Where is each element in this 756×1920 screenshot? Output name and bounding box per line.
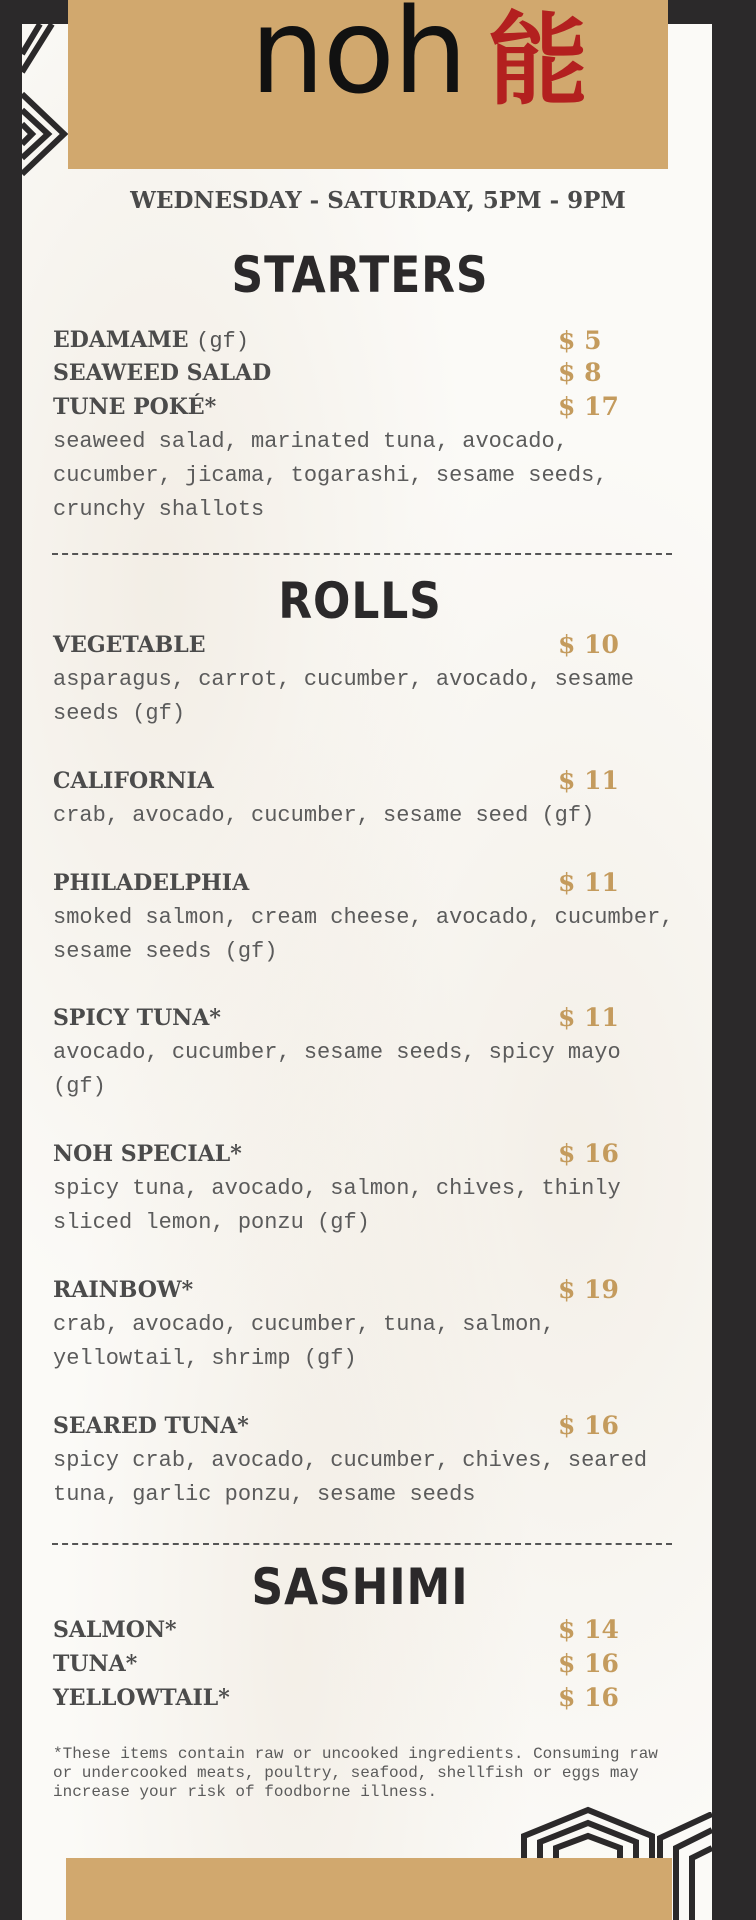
menu-item-price: $ 10	[558, 630, 619, 659]
menu-item-price: $ 16	[558, 1683, 619, 1712]
logo-wordmark: noh	[250, 0, 466, 120]
menu-item-name: NOH SPECIAL*	[53, 1141, 242, 1167]
gluten-free-note: (gf)	[196, 329, 249, 354]
menu-item-name: CALIFORNIA	[53, 768, 214, 794]
menu-item-price: $ 19	[558, 1275, 619, 1304]
menu-item-price: $ 5	[558, 326, 602, 355]
menu-item-price: $ 16	[558, 1139, 619, 1168]
menu-item-name: RAINBOW*	[53, 1277, 194, 1303]
menu-item-description: spicy crab, avocado, cucumber, chives, seared tuna, garlic ponzu, sesame seeds	[53, 1448, 648, 1507]
menu-item-name: SPICY TUNA*	[53, 1005, 221, 1031]
opening-hours: WEDNESDAY - SATURDAY, 5PM - 9PM	[130, 187, 626, 214]
menu-item-name: SEARED TUNA*	[53, 1413, 249, 1439]
menu-item-price: $ 11	[558, 868, 619, 897]
menu-item-name: SEAWEED SALAD	[53, 360, 272, 386]
menu-item-name: TUNE POKÉ*	[53, 394, 217, 420]
section-divider	[52, 553, 672, 555]
section-divider	[52, 1543, 672, 1545]
menu-item-description: crab, avocado, cucumber, tuna, salmon, yellowtail, shrimp (gf)	[53, 1312, 555, 1371]
menu-item-description: seaweed salad, marinated tuna, avocado, cucumber, jicama, togarashi, sesame seeds, crunchy shallots	[53, 429, 608, 522]
header-band	[68, 0, 668, 169]
menu-item-description: spicy tuna, avocado, salmon, chives, thinly sliced lemon, ponzu (gf)	[53, 1176, 621, 1235]
menu-item-price: $ 8	[558, 358, 602, 387]
menu-item-description: asparagus, carrot, cucumber, avocado, sesame seeds (gf)	[53, 667, 634, 726]
section-title-sashimi: SASHIMI	[251, 1558, 469, 1616]
section-title-rolls: ROLLS	[278, 572, 442, 630]
menu-item-name: TUNA*	[53, 1651, 138, 1677]
hexagon-pattern-top-left	[22, 24, 70, 214]
menu-item-description: smoked salmon, cream cheese, avocado, cucumber, sesame seeds (gf)	[53, 905, 674, 964]
menu-item-price: $ 11	[558, 766, 619, 795]
raw-food-disclaimer: *These items contain raw or uncooked ingredients. Consuming raw or undercooked meats, poultry, seafood, shellfish or eggs may increase your risk of foodborne illness.	[53, 1745, 658, 1801]
menu-item-price: $ 16	[558, 1649, 619, 1678]
menu-item-name: PHILADELPHIA	[53, 870, 250, 896]
menu-item-name: EDAMAME (gf)	[53, 327, 249, 354]
menu-item-description: crab, avocado, cucumber, sesame seed (gf)	[53, 803, 595, 828]
menu-item-name: VEGETABLE	[53, 632, 206, 658]
menu-item-description: avocado, cucumber, sesame seeds, spicy mayo (gf)	[53, 1040, 621, 1099]
menu-item-price: $ 14	[558, 1615, 619, 1644]
menu-item-price: $ 16	[558, 1411, 619, 1440]
logo-kanji: 能	[488, 1, 588, 119]
hexagon-pattern-bottom	[520, 1806, 656, 1858]
footer-band	[66, 1858, 672, 1920]
menu-item-price: $ 11	[558, 1003, 619, 1032]
menu-item-price: $ 17	[558, 392, 619, 421]
section-title-starters: STARTERS	[231, 246, 489, 304]
menu-item-name: SALMON*	[53, 1617, 177, 1643]
menu-item-name: YELLOWTAIL*	[53, 1685, 230, 1711]
